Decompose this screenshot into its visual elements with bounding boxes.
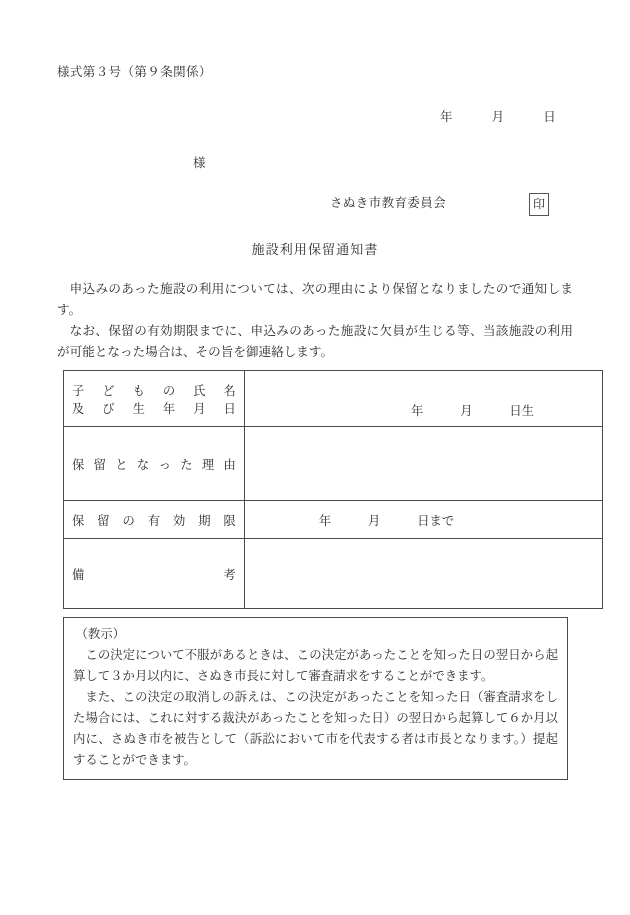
table-row <box>64 539 603 609</box>
row-label-text: 保留となった理由 <box>72 457 236 472</box>
page-title: 施設利用保留通知書 <box>251 242 379 257</box>
table-row <box>64 501 603 539</box>
appeal-instructions-paragraph-2: また、この決定の取消しの訴えは、この決定があったことを知った日（審査請求をした場合には、これに対する裁決があったことを知った日）の翌日から起算して６か月以内に、さぬき市を被告として（訴訟において市を代表する者は市長となります。）提起することができます。 <box>73 690 558 767</box>
form-table <box>63 370 603 609</box>
body-text <box>57 279 573 363</box>
validity-period-placeholder-line: 年 月 日まで <box>318 513 455 528</box>
table-row <box>64 427 603 501</box>
form-number: 様式第３号（第９条関係） <box>57 65 212 79</box>
row-label-text: 備考 <box>72 567 236 582</box>
row-label-line-2: 及び生年月日 <box>72 401 236 416</box>
seal-stamp-box: 印 <box>529 193 549 216</box>
row-label-remarks <box>64 539 245 609</box>
issuer-name: さぬき市教育委員会 <box>330 196 447 210</box>
row-label-line-1: 子どもの氏名 <box>72 383 236 398</box>
row-value-remarks[interactable] <box>245 539 603 609</box>
addressee-line: 様 <box>193 156 206 170</box>
appeal-instructions-paragraph-1: この決定について不服があるときは、この決定があったことを知った日の翌日から起算して３か月以内に、さぬき市長に対して審査請求をすることができます。 <box>73 648 558 683</box>
row-label-deferral-reason <box>64 427 245 501</box>
body-paragraph-1: 申込みのあった施設の利用については、次の理由により保留となりましたので通知します。 <box>57 282 573 317</box>
row-label-text: 保留の有効期限 <box>72 513 236 528</box>
row-value-deferral-reason[interactable] <box>245 427 603 501</box>
appeal-instructions-heading: （教示） <box>75 627 126 641</box>
issue-date-line: 年 月 日 <box>440 110 557 124</box>
row-value-child-name-birthdate[interactable] <box>245 371 603 427</box>
table-row <box>64 371 603 427</box>
appeal-instructions-box <box>63 617 568 780</box>
birthdate-placeholder-line: 年 月 日生 <box>411 403 534 418</box>
row-label-validity-period <box>64 501 245 539</box>
body-paragraph-2: なお、保留の有効期限までに、申込みのあった施設に欠員が生じる等、当該施設の利用が可能となった場合は、その旨を御連絡します。 <box>57 324 573 359</box>
row-label-child-name-birthdate <box>64 371 245 427</box>
row-value-validity-period[interactable] <box>245 501 603 539</box>
